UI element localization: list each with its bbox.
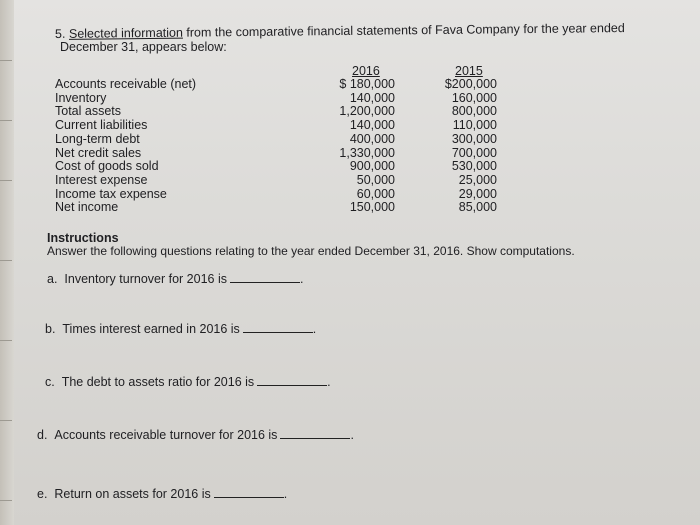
table-row [55, 77, 505, 91]
question-item: a. Inventory turnover for 2016 is . [47, 272, 304, 286]
value-2016: 150,000 [349, 200, 395, 215]
question-text: Accounts receivable turnover for 2016 is [54, 428, 278, 442]
value-2015: 29,000 [458, 186, 497, 201]
table-row [55, 200, 505, 214]
question-item: c. The debt to assets ratio for 2016 is . [45, 375, 331, 389]
value-2016: 900,000 [349, 159, 395, 174]
table-row [55, 104, 505, 118]
row-label: Interest expense [55, 172, 148, 187]
question-number: 5. [54, 26, 66, 41]
value-2015: 700,000 [451, 145, 497, 160]
question-letter: c. [45, 375, 55, 389]
answer-blank [214, 497, 284, 498]
table-row [55, 187, 505, 201]
value-2016: 140,000 [349, 90, 395, 105]
question-letter: a. [47, 272, 58, 286]
instructions-text: Answer the following questions relating to the year ended December 31, 2016. Show computations. [47, 244, 575, 258]
value-2016: 50,000 [356, 172, 395, 187]
instructions-heading: Instructions [47, 231, 119, 245]
value-2015: 530,000 [451, 159, 497, 174]
value-2015: $200,000 [444, 77, 497, 91]
question-text: Inventory turnover for 2016 is [64, 272, 227, 286]
table-row [55, 118, 505, 132]
question-item: e. Return on assets for 2016 is . [37, 487, 288, 501]
table-row [55, 91, 505, 105]
row-label: Income tax expense [55, 186, 167, 201]
intro-line-1 [55, 21, 625, 41]
page-edge [0, 0, 14, 525]
row-label: Net credit sales [55, 145, 142, 160]
value-2016: 140,000 [349, 118, 395, 133]
value-2015: 85,000 [458, 200, 497, 215]
value-2015: 300,000 [451, 131, 497, 146]
intro-underlined: Selected information [68, 25, 183, 41]
intro-line-2: December 31, appears below: [60, 40, 227, 54]
table-row [55, 146, 505, 160]
table-row [55, 159, 505, 173]
answer-blank [230, 282, 300, 283]
row-label: Long-term debt [55, 131, 140, 146]
value-2015: 160,000 [451, 90, 497, 105]
row-label: Accounts receivable (net) [55, 77, 197, 91]
value-2016: $ 180,000 [339, 77, 395, 91]
row-label: Cost of goods sold [55, 159, 159, 174]
value-2015: 800,000 [451, 104, 497, 119]
value-2015: 25,000 [458, 172, 497, 187]
row-label: Inventory [55, 90, 107, 105]
question-letter: b. [45, 322, 56, 336]
value-2016: 60,000 [356, 186, 395, 201]
row-label: Total assets [55, 104, 122, 119]
answer-blank [280, 438, 350, 439]
question-text: The debt to assets ratio for 2016 is [61, 375, 255, 389]
column-header-2016: 2016 [352, 64, 380, 78]
table-row [55, 173, 505, 187]
value-2016: 1,200,000 [339, 104, 395, 119]
question-item: b. Times interest earned in 2016 is . [45, 322, 317, 336]
question-letter: d. [37, 428, 48, 442]
question-text: Times interest earned in 2016 is [62, 322, 240, 336]
question-item: d. Accounts receivable turnover for 2016 is . [37, 428, 354, 442]
value-2016: 1,330,000 [339, 145, 395, 160]
answer-blank [243, 332, 313, 333]
row-label: Current liabilities [55, 118, 148, 133]
answer-blank [257, 385, 327, 386]
column-header-2015: 2015 [455, 64, 483, 78]
question-text: Return on assets for 2016 is [54, 487, 211, 501]
row-label: Net income [55, 200, 119, 215]
value-2015: 110,000 [452, 118, 497, 133]
question-letter: e. [37, 487, 48, 501]
intro-text: from the comparative financial statements of Fava Company for the year ended [186, 21, 625, 40]
value-2016: 400,000 [349, 131, 395, 146]
table-row [55, 132, 505, 146]
